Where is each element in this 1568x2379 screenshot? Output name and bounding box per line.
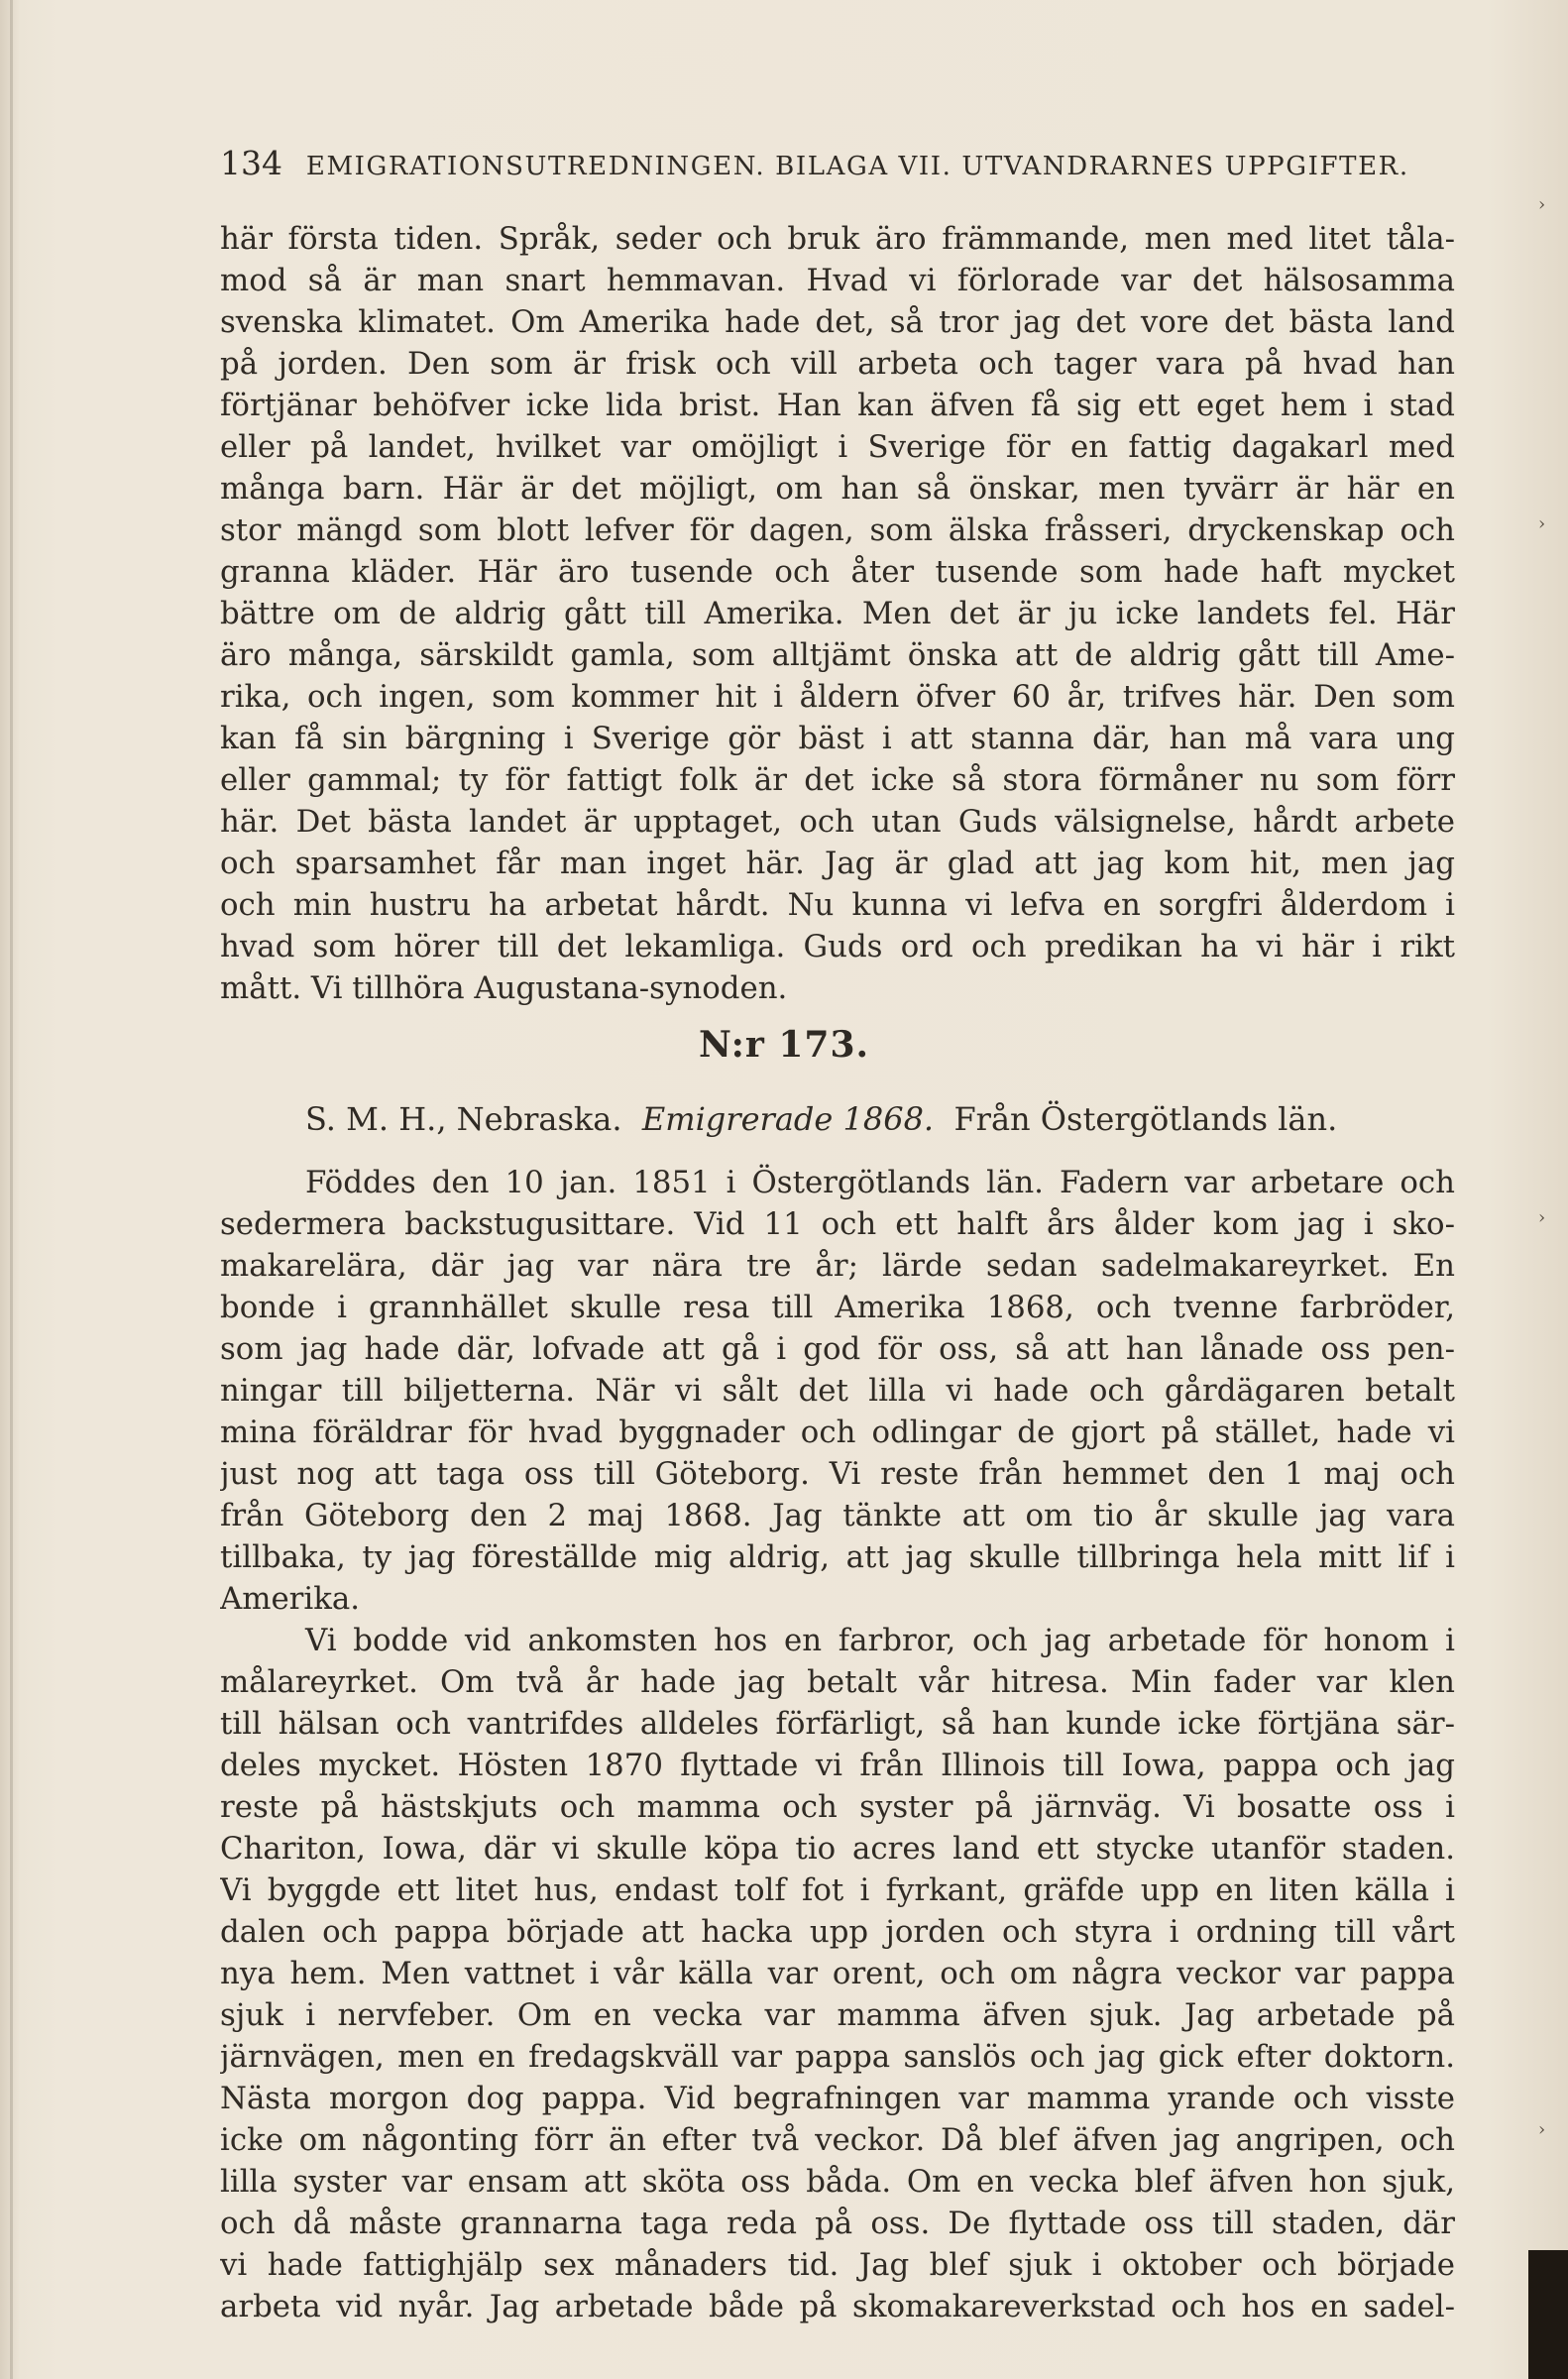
text-line: Vi byggde ett litet hus, endast tolf fot i fyrkant, gräfde upp en liten källa i: [220, 1872, 1455, 1908]
text-line: och sparsamhet får man inget här. Jag är glad att jag kom hit, men jag: [220, 846, 1455, 881]
text-line: icke om någonting förr än efter två veckor. Då blef äfven jag angripen, och: [220, 2122, 1455, 2158]
byline-author-location: S. M. H., Nebraska.: [305, 1100, 622, 1138]
text-line: på jorden. Den som är frisk och vill arbeta och tager vara på hvad han: [220, 346, 1455, 382]
text-line: tillbaka, ty jag föreställde mig aldrig, att jag skulle tillbringa hela mitt lif i: [220, 1539, 1455, 1575]
byline-emigrated-year: Emigrerade 1868.: [641, 1100, 935, 1138]
text-line: dalen och pappa började att hacka upp jorden och styra i ordning till vårt: [220, 1914, 1455, 1950]
text-line: sjuk i nervfeber. Om en vecka var mamma äfven sjuk. Jag arbetade på: [220, 1997, 1455, 2033]
text-line: sedermera backstugusittare. Vid 11 och ett halft års ålder kom jag i sko-: [220, 1206, 1455, 1242]
text-line: eller på landet, hvilket var omöjligt i Sverige för en fattig dagakarl med: [220, 429, 1455, 465]
byline-origin-region: Från Östergötlands län.: [953, 1100, 1338, 1138]
text-line: järnvägen, men en fredagskväll var pappa sanslös och jag gick efter doktorn.: [220, 2039, 1455, 2075]
text-line: lilla syster var ensam att sköta oss båda. Om en vecka blef äfven hon sjuk,: [220, 2164, 1455, 2200]
top-paragraph: [220, 218, 1455, 1009]
text-line: vi hade fattighjälp sex månaders tid. Jag blef sjuk i oktober och började: [220, 2247, 1455, 2283]
text-line: Nästa morgon dog pappa. Vid begrafningen var mamma yrande och visste: [220, 2081, 1455, 2116]
page-spine-edge: [10, 0, 13, 2379]
entry-byline: [305, 1100, 1337, 1138]
running-title: EMIGRATIONSUTREDNINGEN. BILAGA VII. UTVANDRARNES UPPGIFTER.: [305, 152, 1409, 181]
text-line: målareyrket. Om två år hade jag betalt vår hitresa. Min fader var klen: [220, 1664, 1455, 1700]
text-line: och då måste grannarna taga reda på oss. De flyttade oss till staden, där: [220, 2206, 1455, 2241]
text-line: som jag hade där, lofvade att gå i god för oss, så att han lånade oss pen-: [220, 1331, 1455, 1367]
text-line: här första tiden. Språk, seder och bruk äro främmande, men med litet tåla-: [220, 221, 1455, 257]
text-line: förtjänar behöfver icke lida brist. Han kan äfven få sig ett eget hem i stad: [220, 388, 1455, 423]
text-line: arbeta vid nyår. Jag arbetade både på skomakareverkstad och hos en sadel-: [220, 2289, 1455, 2324]
text-line: ningar till biljetterna. När vi sålt det lilla vi hade och gårdägaren betalt: [220, 1373, 1455, 1409]
text-line: bättre om de aldrig gått till Amerika. Men det är ju icke landets fel. Här: [220, 596, 1455, 631]
text-line: eller gammal; ty för fattigt folk är det icke så stora förmåner nu som förr: [220, 762, 1455, 798]
text-line: deles mycket. Hösten 1870 flyttade vi från Illinois till Iowa, pappa och jag: [220, 1748, 1455, 1783]
paragraph-birth-and-emigration: [220, 1162, 1455, 1620]
text-line: rika, och ingen, som kommer hit i åldern öfver 60 år, trifves här. Den som: [220, 679, 1455, 715]
margin-mark: ›: [1538, 513, 1546, 534]
text-line: här. Det bästa landet är upptaget, och utan Guds välsignelse, hårdt arbete: [220, 804, 1455, 840]
text-line: Amerika.: [220, 1581, 361, 1617]
text-line: Chariton, Iowa, där vi skulle köpa tio acres land ett stycke utanför staden.: [220, 1831, 1455, 1867]
text-line: mina föräldrar för hvad byggnader och odlingar de gjort på stället, hade vi: [220, 1415, 1455, 1450]
entry-number-heading: N:r 173.: [698, 1024, 870, 1066]
text-line: svenska klimatet. Om Amerika hade det, så tror jag det vore det bästa land: [220, 304, 1455, 340]
text-line: från Göteborg den 2 maj 1868. Jag tänkte att om tio år skulle jag vara: [220, 1498, 1455, 1533]
text-line: många barn. Här är det möjligt, om han så önskar, men tyvärr är här en: [220, 471, 1455, 507]
running-header: [220, 144, 1409, 183]
text-line: nya hem. Men vattnet i vår källa var orent, och om några veckor var pappa: [220, 1956, 1455, 1991]
margin-mark: ›: [1538, 194, 1546, 215]
text-line: mått. Vi tillhöra Augustana-synoden.: [220, 970, 788, 1006]
text-line: Vi bodde vid ankomsten hos en farbror, och jag arbetade för honom i: [305, 1623, 1455, 1658]
text-line: makarelära, där jag var nära tre år; lärde sedan sadelmakareyrket. En: [220, 1248, 1455, 1284]
text-line: granna kläder. Här äro tusende och åter tusende som hade haft mycket: [220, 554, 1455, 590]
text-line: stor mängd som blott lefver för dagen, som älska fråsseri, dryckenskap och: [220, 512, 1455, 548]
text-line: hvad som hörer till det lekamliga. Guds ord och predikan ha vi här i rikt: [220, 929, 1455, 964]
text-line: Föddes den 10 jan. 1851 i Östergötlands län. Fadern var arbetare och: [305, 1165, 1455, 1200]
paragraph-life-in-america: [220, 1620, 1455, 2327]
page-number: 134: [220, 144, 282, 182]
text-line: till hälsan och vantrifdes alldeles förfärligt, så han kunde icke förtjäna sär-: [220, 1706, 1455, 1742]
margin-mark: ›: [1538, 1207, 1546, 1228]
text-line: mod så är man snart hemmavan. Hvad vi förlorade var det hälsosamma: [220, 263, 1455, 298]
text-line: just nog att taga oss till Göteborg. Vi reste från hemmet den 1 maj och: [220, 1456, 1455, 1492]
text-line: kan få sin bärgning i Sverige gör bäst i att stanna där, han må vara ung: [220, 721, 1455, 756]
text-line: äro många, särskildt gamla, som alltjämt önska att de aldrig gått till Ame-: [220, 637, 1455, 673]
margin-mark: ›: [1538, 2119, 1546, 2140]
text-line: bonde i grannhället skulle resa till Amerika 1868, och tvenne farbröder,: [220, 1290, 1455, 1325]
text-line: reste på hästskjuts och mamma och syster på järnväg. Vi bosatte oss i: [220, 1789, 1455, 1825]
scan-corner-shadow: [1528, 2250, 1568, 2379]
text-line: och min hustru ha arbetat hårdt. Nu kunna vi lefva en sorgfri ålderdom i: [220, 887, 1455, 923]
